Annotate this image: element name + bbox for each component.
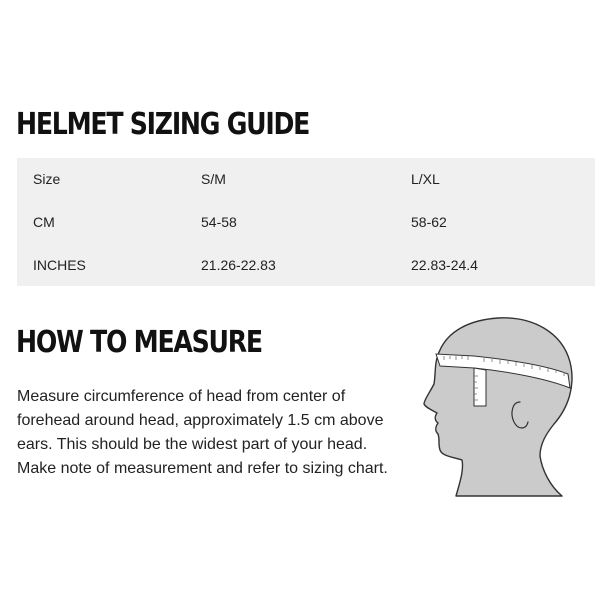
measure-instructions: Measure circumference of head from center of forehead around head, approximately 1.5 cm above ears. This should be the widest part of your head. Make note of measurement and refer to sizing chart.	[17, 388, 388, 477]
how-to-measure-title: HOW TO MEASURE	[16, 325, 262, 360]
table-cell: INCHES	[33, 256, 86, 273]
table-cell: Size	[33, 171, 61, 188]
table-row	[17, 158, 595, 201]
table-cell: CM	[33, 213, 55, 230]
table-row	[17, 201, 595, 244]
table-cell: 22.83-24.4	[411, 256, 478, 273]
table-cell: 58-62	[411, 213, 447, 230]
table-cell: S/M	[201, 171, 226, 188]
sizing-table	[17, 158, 595, 286]
table-cell: 54-58	[201, 213, 237, 230]
head-measuring-tape-icon	[404, 310, 594, 510]
table-row	[17, 243, 595, 286]
head-silhouette	[424, 318, 572, 496]
sizing-guide-title: HELMET SIZING GUIDE	[16, 107, 310, 142]
table-cell: 21.26-22.83	[201, 256, 276, 273]
table-cell: L/XL	[411, 171, 440, 188]
